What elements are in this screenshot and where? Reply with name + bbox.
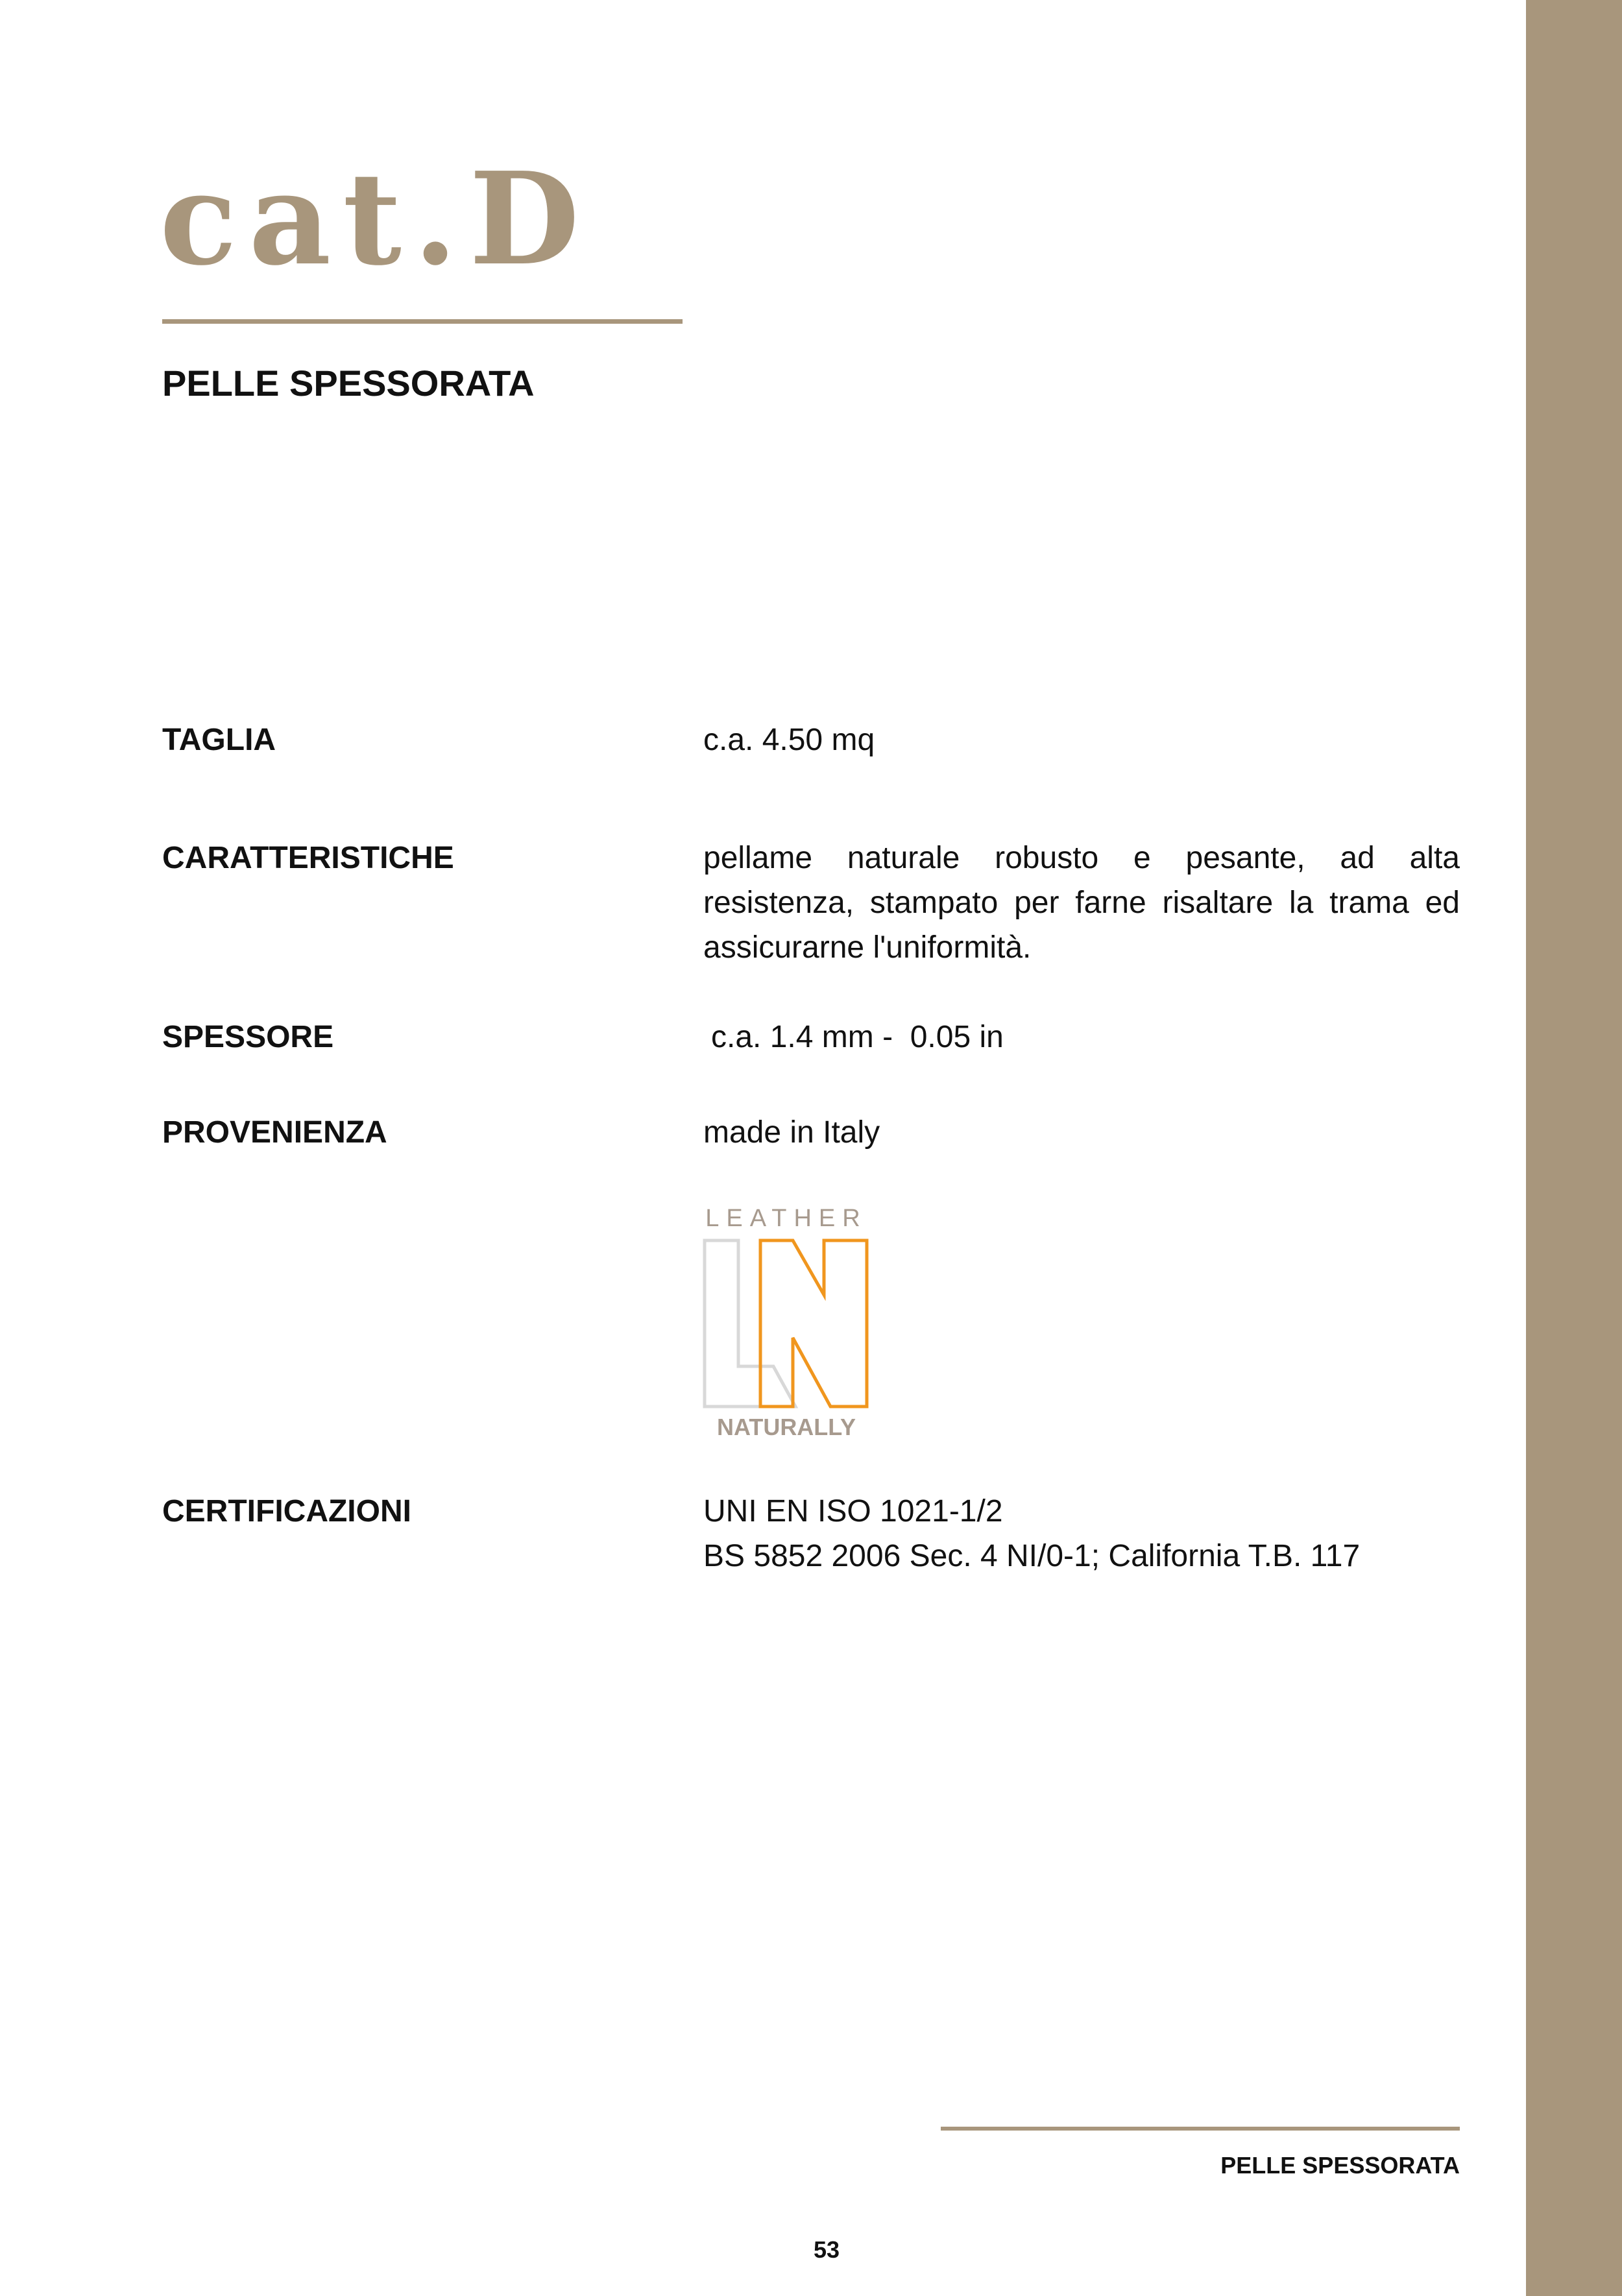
page-number: 53 [813,2236,840,2263]
certification-line: BS 5852 2006 Sec. 4 NI/0-1; California T.B. 117 [703,1539,1361,1573]
logo-l-shape [705,1240,795,1407]
spec-label-caratteristiche: CARATTERISTICHE [162,841,454,875]
spec-value-spessore: c.a. 1.4 mm - 0.05 in [711,1020,1004,1054]
page-subtitle: PELLE SPESSORATA [162,363,535,404]
footer-title: PELLE SPESSORATA [1220,2152,1460,2179]
logo-bottom-text: NATURALLY [717,1414,856,1440]
spec-label-provenienza: PROVENIENZA [162,1115,387,1150]
logo-n-shape [760,1240,867,1407]
leather-naturally-logo [701,1204,872,1440]
category-title: cat.D [160,145,592,294]
title-divider [162,319,683,324]
spec-value-caratteristiche: pellame naturale robusto e pesante, ad alta resistenza, stampato per farne risaltare la trama ed assicurarne l'uniformità. [703,841,1460,965]
spec-value-certificazioni [703,1489,1460,1578]
spec-label-certificazioni: CERTIFICAZIONI [162,1494,411,1529]
footer-divider [941,2127,1460,2131]
logo-top-text: LEATHER [705,1205,867,1232]
spec-value-provenienza: made in Italy [703,1115,880,1150]
certification-line: UNI EN ISO 1021-1/2 [703,1494,1003,1529]
side-accent-bar [1526,0,1622,2296]
spec-label-spessore: SPESSORE [162,1020,334,1054]
spec-label-taglia: TAGLIA [162,723,276,757]
spec-value-taglia: c.a. 4.50 mq [703,723,875,757]
